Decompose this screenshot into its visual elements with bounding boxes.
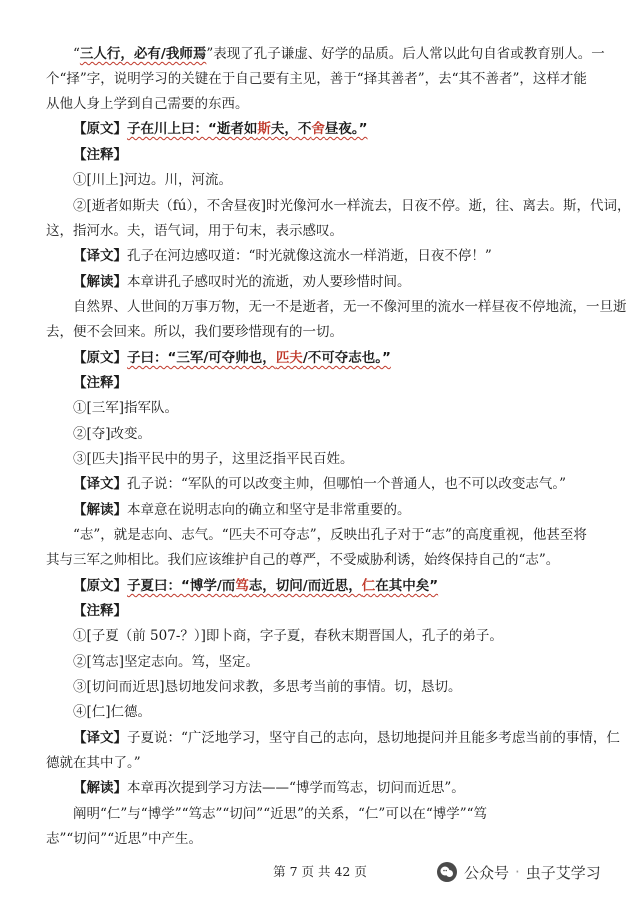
text-line bbox=[46, 624, 625, 649]
text-run: 其与三军之帅相比。我们应该维护自己的尊严，不受威胁利诱，始终保持自己的“志”。 bbox=[46, 552, 560, 568]
text-run: 个“择”字，说明学习的关键在于自己要有主见，善于“择其善者”，去“其不善者”，这样才能 bbox=[46, 71, 587, 87]
text-line bbox=[46, 320, 598, 345]
text-run: 阐明“仁”与“博学”“笃志”“切问”“近思”的关系，“仁”可以在“博学”“笃 bbox=[73, 806, 488, 822]
quote-text: 夫，不 bbox=[270, 121, 312, 137]
text-run: ④[仁]仁德。 bbox=[73, 704, 152, 720]
watermark-label: 公众号 bbox=[464, 863, 510, 882]
text-line bbox=[46, 472, 625, 497]
text-line bbox=[46, 346, 625, 371]
text-line bbox=[46, 396, 625, 421]
section-label: 【译文】 bbox=[73, 248, 127, 264]
section-label: 【原文】 bbox=[73, 578, 127, 594]
quote-text: 昼夜。” bbox=[324, 121, 368, 137]
text-line bbox=[46, 371, 625, 396]
section-label: 【译文】 bbox=[73, 476, 127, 492]
text-line bbox=[46, 295, 625, 320]
text-run: “ bbox=[73, 46, 80, 62]
watermark-account: 虫子艾学习 bbox=[525, 863, 601, 882]
text-line bbox=[46, 700, 625, 725]
text-run: 去，便不会回来。所以，我们要珍惜现有的一切。 bbox=[46, 324, 343, 340]
quote-text: 笃 bbox=[235, 578, 249, 594]
text-run: 从他人身上学到自己需要的东西。 bbox=[46, 96, 249, 112]
text-run: 本章讲孔子感叹时光的流逝，劝人要珍惜时间。 bbox=[127, 274, 411, 290]
section-label: 【原文】 bbox=[73, 350, 127, 366]
section-label: 【解读】 bbox=[73, 274, 127, 290]
text-run: 孔子说：“军队的可以改变主帅，但哪怕一个普通人，也不可以改变志气。” bbox=[127, 476, 567, 492]
text-line bbox=[46, 422, 625, 447]
page-number: 第 7 页 共 42 页 bbox=[273, 864, 367, 879]
text-line bbox=[46, 675, 625, 700]
text-line bbox=[46, 117, 625, 142]
text-run: ①[川上]河边。川，河流。 bbox=[73, 172, 233, 188]
text-line bbox=[46, 270, 625, 295]
text-run: 自然界、人世间的万事万物，无一不是逝者，无一不像河里的流水一样昼夜不停地流，一旦逝 bbox=[73, 299, 627, 315]
text-line bbox=[46, 650, 625, 675]
text-run: 本章意在说明志向的确立和坚守是非常重要的。 bbox=[127, 502, 411, 518]
text-run: 子夏说：“广泛地学习，坚守自己的志向，恳切地提问并且能多考虑当前的事情，仁 bbox=[127, 730, 620, 746]
text-line bbox=[46, 574, 625, 599]
text-line bbox=[46, 92, 598, 117]
text-run: ③[匹夫]指平民中的男子，这里泛指平民百姓。 bbox=[73, 451, 354, 467]
text-line bbox=[46, 776, 625, 801]
text-line bbox=[46, 447, 625, 472]
text-run: 德就在其中了。” bbox=[46, 755, 141, 771]
text-line bbox=[46, 143, 625, 168]
wechat-watermark bbox=[436, 858, 601, 886]
quote-text: 仁 bbox=[361, 578, 376, 594]
text-run: ①[三军]指军队。 bbox=[73, 400, 179, 416]
section-label: 【解读】 bbox=[73, 780, 127, 796]
text-line bbox=[46, 168, 625, 193]
text-line bbox=[46, 802, 625, 827]
section-label: 【解读】 bbox=[73, 502, 127, 518]
text-line bbox=[46, 42, 625, 67]
text-line bbox=[46, 194, 631, 219]
text-run: 本章再次提到学习方法——“博学而笃志，切问而近思”。 bbox=[127, 780, 465, 796]
quote-text: 匹夫 bbox=[275, 350, 303, 366]
text-run: “志”，就是志向、志气。“匹夫不可夺志”，反映出孔子对于“志”的高度重视，他甚至将 bbox=[73, 527, 587, 543]
text-line bbox=[46, 827, 598, 852]
text-run: 志”“切问”“近思”中产生。 bbox=[46, 831, 203, 847]
quote-text: 子曰：“三军/可夺帅也， bbox=[127, 350, 276, 366]
text-line bbox=[46, 498, 625, 523]
text-run: 这，指河水。夫，语气词，用于句末，表示感叹。 bbox=[46, 223, 343, 239]
text-run: ②[逝者如斯夫（fú），不舍昼夜]时光像河水一样流去，日夜不停。逝，往、离去。斯，代词， bbox=[73, 198, 631, 214]
text-line bbox=[46, 599, 625, 624]
quote-text: 三人行，必有/我师焉 bbox=[79, 46, 207, 62]
text-line bbox=[46, 219, 598, 244]
text-run: ②[夺]改变。 bbox=[73, 426, 152, 442]
quote-text: 在其中矣” bbox=[375, 578, 439, 594]
section-label: 【译文】 bbox=[73, 730, 127, 746]
watermark-separator: · bbox=[515, 863, 520, 881]
text-run: ②[笃志]坚定志向。笃，坚定。 bbox=[73, 654, 260, 670]
text-run: ”表现了孔子谦虚、好学的品质。后人常以此句自省或教育别人。一 bbox=[206, 46, 605, 62]
wechat-account-icon bbox=[436, 861, 458, 883]
section-label: 【原文】 bbox=[73, 121, 127, 137]
text-line bbox=[46, 751, 598, 776]
quote-text: 斯 bbox=[257, 121, 271, 137]
quote-text: 舍 bbox=[311, 121, 325, 137]
text-run: ③[切问而近思]恳切地发问求教，多思考当前的事情。切，恳切。 bbox=[73, 679, 462, 695]
text-line bbox=[46, 523, 625, 548]
text-run: ①[子夏（前 507-？）]即卜商，字子夏，春秋末期晋国人，孔子的弟子。 bbox=[73, 628, 503, 644]
text-line bbox=[46, 244, 625, 269]
quote-text: /不可夺志也。” bbox=[302, 350, 391, 366]
quote-text: 子夏曰：“博学/而 bbox=[127, 578, 236, 594]
section-label: 【注释】 bbox=[73, 603, 127, 619]
section-label: 【注释】 bbox=[73, 147, 127, 163]
text-run: 孔子在河边感叹道：“时光就像这流水一样消逝，日夜不停！” bbox=[127, 248, 492, 264]
quote-text: 志，切问/而近思， bbox=[248, 578, 362, 594]
text-line bbox=[46, 548, 598, 573]
section-label: 【注释】 bbox=[73, 375, 127, 391]
quote-text: 子在川上曰：“逝者如 bbox=[127, 121, 258, 137]
text-line bbox=[46, 726, 625, 751]
text-line bbox=[46, 67, 598, 92]
